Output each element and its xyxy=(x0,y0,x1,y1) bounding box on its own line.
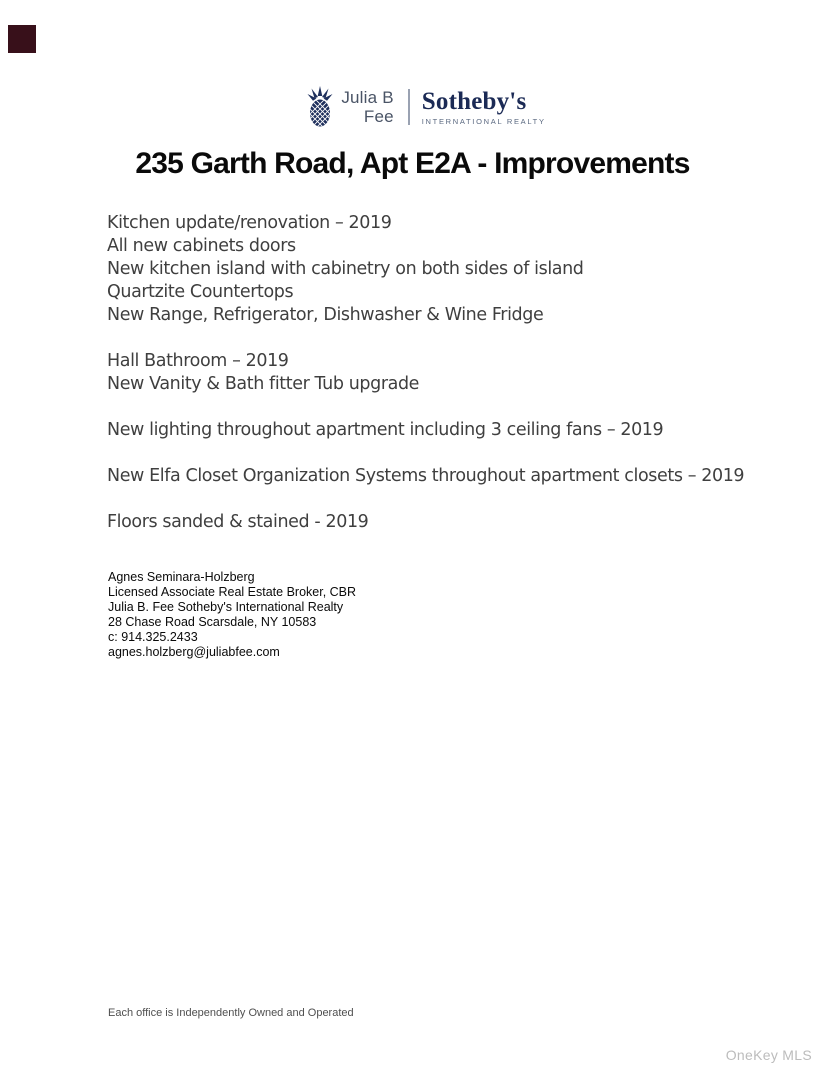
brand-julia-line: Julia B xyxy=(341,88,394,107)
agent-contact-block xyxy=(108,570,528,660)
brand-fee-line: Fee xyxy=(363,107,394,126)
sothebys-subtitle: INTERNATIONAL REALTY xyxy=(421,116,546,126)
brokerage-logo xyxy=(14,86,825,128)
onekey-mls-watermark: OneKey MLS xyxy=(725,1047,812,1063)
logo-divider xyxy=(408,89,410,125)
agent-address: 28 Chase Road Scarsdale, NY 10583 xyxy=(108,615,317,629)
section-lighting xyxy=(107,419,787,442)
page-title: 235 Garth Road, Apt E2A - Improvements xyxy=(135,147,690,180)
body-line: Floors sanded & stained - 2019 xyxy=(107,512,369,532)
agent-name: Agnes Seminara-Holzberg xyxy=(108,570,255,584)
agent-phone: c: 914.325.2433 xyxy=(108,630,198,644)
brand-julia-b-fee xyxy=(341,88,393,126)
agent-title: Licensed Associate Real Estate Broker, CBR xyxy=(108,585,357,599)
section-hall-bathroom xyxy=(107,350,787,396)
body-line: All new cabinets doors xyxy=(107,236,296,256)
section-floors xyxy=(107,511,787,534)
office-disclaimer: Each office is Independently Owned and Operated xyxy=(108,1007,354,1019)
body-line: Quartzite Countertops xyxy=(107,282,294,302)
body-line: New Vanity & Bath fitter Tub upgrade xyxy=(107,374,420,394)
body-line: New kitchen island with cabinetry on both sides of island xyxy=(107,259,584,279)
body-line: New lighting throughout apartment including 3 ceiling fans – 2019 xyxy=(107,420,664,440)
body-line: Kitchen update/renovation – 2019 xyxy=(107,213,392,233)
body-line: New Elfa Closet Organization Systems throughout apartment closets – 2019 xyxy=(107,466,745,486)
section-kitchen xyxy=(107,212,787,327)
improvements-list xyxy=(107,212,787,557)
sothebys-wordmark: Sotheby's xyxy=(421,87,527,115)
brand-sothebys xyxy=(422,89,546,126)
agent-email: agnes.holzberg@juliabfee.com xyxy=(108,645,280,659)
body-line: Hall Bathroom – 2019 xyxy=(107,351,289,371)
agent-brokerage: Julia B. Fee Sotheby's International Realty xyxy=(108,600,344,614)
section-closets xyxy=(107,465,787,488)
scan-artifact-square xyxy=(8,25,36,53)
body-line: New Range, Refrigerator, Dishwasher & Wine Fridge xyxy=(107,305,544,325)
pineapple-icon xyxy=(307,86,333,128)
